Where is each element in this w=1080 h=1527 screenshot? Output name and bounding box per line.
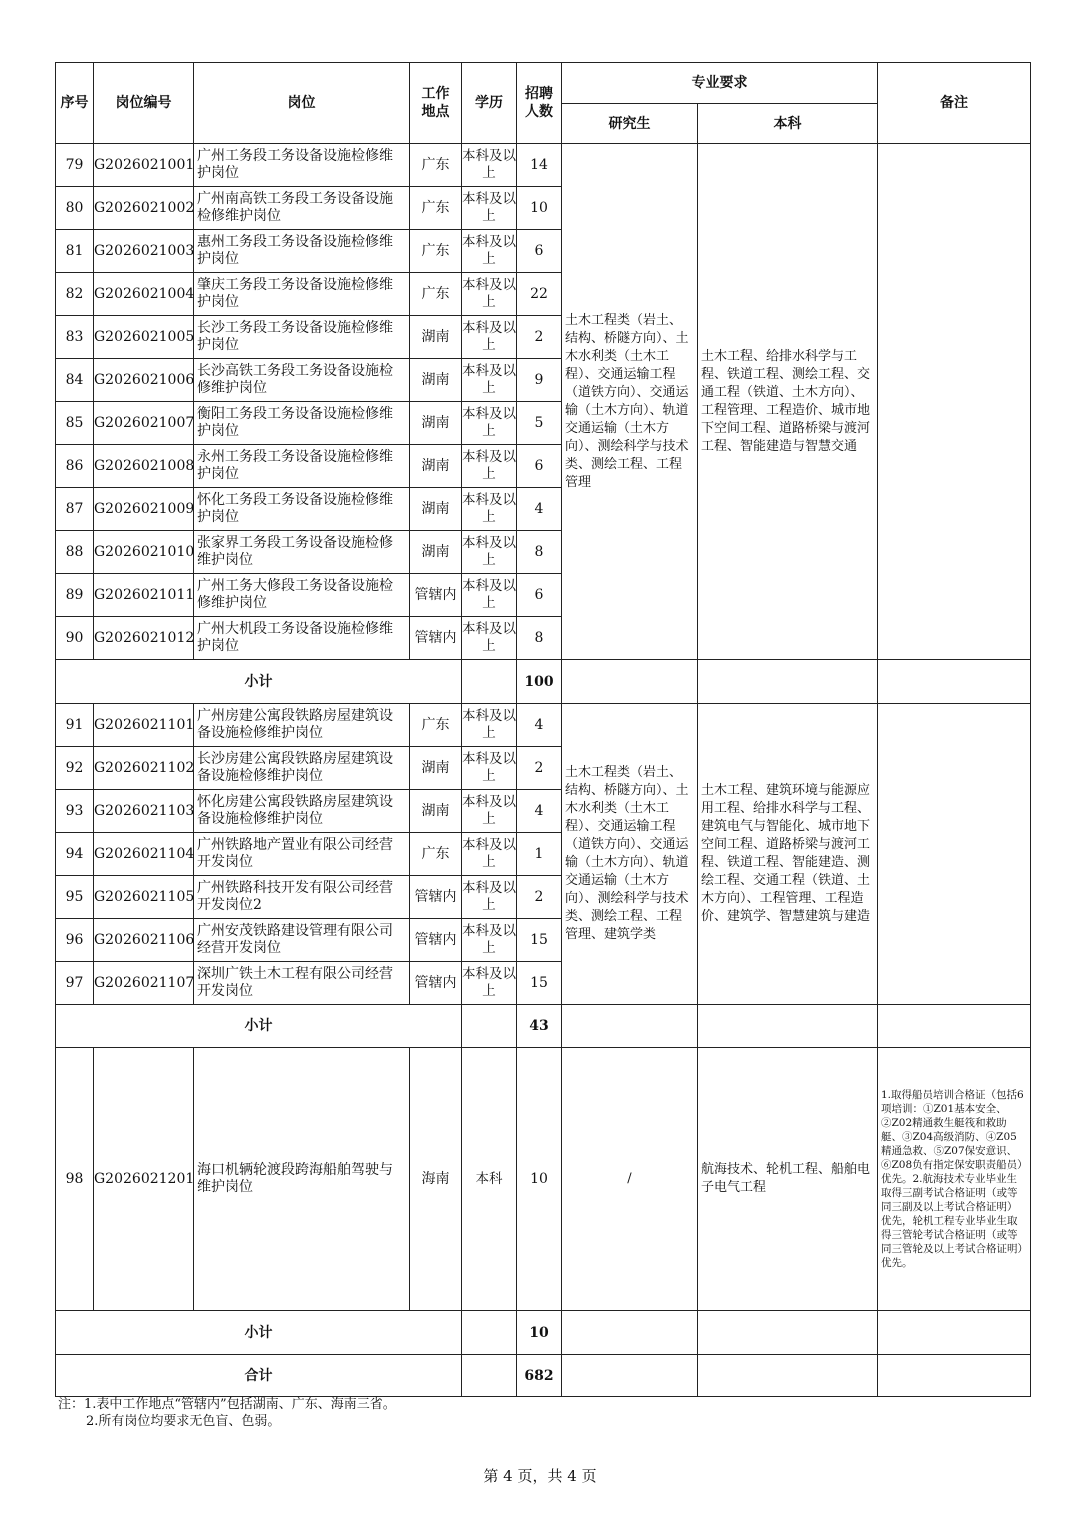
code-cell: G2026021106 (94, 919, 194, 962)
code-cell: G2026021102 (94, 747, 194, 790)
education-cell: 本科及以上 (462, 488, 517, 531)
subtotal-value: 10 (517, 1311, 562, 1355)
seq-cell: 87 (56, 488, 94, 531)
location-cell: 广东 (410, 273, 462, 316)
seq-cell: 94 (56, 833, 94, 876)
code-cell: G2026021011 (94, 574, 194, 617)
subtotal-value: 43 (517, 1005, 562, 1048)
subtotal-empty (698, 1005, 878, 1048)
position-cell: 广州工务大修段工务设备设施检修维护岗位 (194, 574, 410, 617)
remark-cell (878, 704, 1031, 1005)
code-cell: G2026021009 (94, 488, 194, 531)
education-cell: 本科及以上 (462, 230, 517, 273)
header-seq: 序号 (56, 63, 94, 144)
education-cell: 本科及以上 (462, 574, 517, 617)
position-cell: 广州南高铁工务段工务设备设施检修维护岗位 (194, 187, 410, 230)
position-cell: 深圳广铁土木工程有限公司经营开发岗位 (194, 962, 410, 1005)
subtotal-empty (562, 1311, 698, 1355)
header-location: 工作地点 (410, 63, 462, 144)
remark-cell (878, 144, 1031, 660)
education-cell: 本科及以上 (462, 445, 517, 488)
subtotal-row (56, 1311, 1031, 1355)
seq-cell: 95 (56, 876, 94, 919)
count-cell: 4 (517, 488, 562, 531)
seq-cell: 84 (56, 359, 94, 402)
position-cell: 广州房建公寓段铁路房屋建筑设备设施检修维护岗位 (194, 704, 410, 747)
subtotal-empty (698, 1311, 878, 1355)
count-cell: 2 (517, 747, 562, 790)
code-cell: G2026021104 (94, 833, 194, 876)
count-cell: 14 (517, 144, 562, 187)
code-cell: G2026021103 (94, 790, 194, 833)
count-cell: 2 (517, 316, 562, 359)
undergraduate-major-cell: 航海技术、轮机工程、船舶电子电气工程 (698, 1048, 878, 1311)
seq-cell: 91 (56, 704, 94, 747)
graduate-major-cell: 土木工程类（岩土、结构、桥隧方向）、土木水利类（土木工程）、交通运输工程（道铁方向）、交通运输（土木方向）、轨道交通运输（土木方向）、测绘科学与技术类、测绘工程、工程管理、建筑学类 (562, 704, 698, 1005)
code-cell: G2026021007 (94, 402, 194, 445)
count-cell: 5 (517, 402, 562, 445)
seq-cell: 83 (56, 316, 94, 359)
count-cell: 2 (517, 876, 562, 919)
code-cell: G2026021004 (94, 273, 194, 316)
education-cell: 本科及以上 (462, 402, 517, 445)
code-cell: G2026021012 (94, 617, 194, 660)
education-cell: 本科及以上 (462, 144, 517, 187)
table-row (56, 1048, 1031, 1311)
location-cell: 湖南 (410, 316, 462, 359)
count-cell: 6 (517, 445, 562, 488)
location-cell: 管辖内 (410, 919, 462, 962)
position-cell: 永州工务段工务设备设施检修维护岗位 (194, 445, 410, 488)
total-empty (878, 1355, 1031, 1397)
education-cell: 本科及以上 (462, 919, 517, 962)
notes (58, 1396, 396, 1430)
education-cell: 本科及以上 (462, 531, 517, 574)
count-cell: 8 (517, 617, 562, 660)
subtotal-empty (878, 660, 1031, 704)
graduate-major-cell: 土木工程类（岩土、结构、桥隧方向）、土木水利类（土木工程）、交通运输工程（道铁方向）、交通运输（土木方向）、轨道交通运输（土木方向）、测绘科学与技术类、测绘工程、工程管理 (562, 144, 698, 660)
education-cell: 本科及以上 (462, 704, 517, 747)
position-cell: 广州大机段工务设备设施检修维护岗位 (194, 617, 410, 660)
education-cell: 本科及以上 (462, 962, 517, 1005)
location-cell: 广东 (410, 833, 462, 876)
code-cell: G2026021005 (94, 316, 194, 359)
position-cell: 惠州工务段工务设备设施检修维护岗位 (194, 230, 410, 273)
total-empty (562, 1355, 698, 1397)
code-cell: G2026021006 (94, 359, 194, 402)
count-cell: 15 (517, 919, 562, 962)
location-cell: 湖南 (410, 402, 462, 445)
position-cell: 广州工务段工务设备设施检修维护岗位 (194, 144, 410, 187)
seq-cell: 86 (56, 445, 94, 488)
total-empty (462, 1355, 517, 1397)
seq-cell: 81 (56, 230, 94, 273)
total-value: 682 (517, 1355, 562, 1397)
seq-cell: 92 (56, 747, 94, 790)
location-cell: 管辖内 (410, 962, 462, 1005)
location-cell: 湖南 (410, 747, 462, 790)
table-row (56, 704, 1031, 747)
location-cell: 广东 (410, 230, 462, 273)
subtotal-row (56, 1005, 1031, 1048)
position-cell: 长沙工务段工务设备设施检修维护岗位 (194, 316, 410, 359)
header-education: 学历 (462, 63, 517, 144)
position-cell: 衡阳工务段工务设备设施检修维护岗位 (194, 402, 410, 445)
count-cell: 10 (517, 187, 562, 230)
code-cell: G2026021107 (94, 962, 194, 1005)
location-cell: 湖南 (410, 790, 462, 833)
subtotal-label: 小计 (56, 1311, 462, 1355)
location-cell: 湖南 (410, 531, 462, 574)
location-cell: 管辖内 (410, 876, 462, 919)
education-cell: 本科及以上 (462, 876, 517, 919)
position-cell: 广州铁路科技开发有限公司经营开发岗位2 (194, 876, 410, 919)
total-row (56, 1355, 1031, 1397)
location-cell: 广东 (410, 704, 462, 747)
education-cell: 本科及以上 (462, 833, 517, 876)
education-cell: 本科及以上 (462, 273, 517, 316)
code-cell: G2026021105 (94, 876, 194, 919)
header-position: 岗位 (194, 63, 410, 144)
subtotal-empty (562, 1005, 698, 1048)
code-cell: G2026021008 (94, 445, 194, 488)
location-cell: 管辖内 (410, 574, 462, 617)
position-cell: 肇庆工务段工务设备设施检修维护岗位 (194, 273, 410, 316)
code-cell: G2026021010 (94, 531, 194, 574)
education-cell: 本科及以上 (462, 316, 517, 359)
header-code: 岗位编号 (94, 63, 194, 144)
education-cell: 本科及以上 (462, 359, 517, 402)
header-undergraduate: 本科 (698, 104, 878, 144)
seq-cell: 93 (56, 790, 94, 833)
location-cell: 湖南 (410, 359, 462, 402)
position-cell: 海口机辆轮渡段跨海船舶驾驶与维护岗位 (194, 1048, 410, 1311)
location-cell: 海南 (410, 1048, 462, 1311)
subtotal-empty (462, 1005, 517, 1048)
header-count: 招聘人数 (517, 63, 562, 144)
location-cell: 广东 (410, 144, 462, 187)
position-cell: 长沙房建公寓段铁路房屋建筑设备设施检修维护岗位 (194, 747, 410, 790)
education-cell: 本科及以上 (462, 790, 517, 833)
page-footer: 第 4 页，共 4 页 (483, 1467, 597, 1485)
count-cell: 6 (517, 230, 562, 273)
education-cell: 本科及以上 (462, 187, 517, 230)
location-cell: 管辖内 (410, 617, 462, 660)
location-cell: 广东 (410, 187, 462, 230)
graduate-major-cell: / (562, 1048, 698, 1311)
seq-cell: 88 (56, 531, 94, 574)
subtotal-empty (878, 1311, 1031, 1355)
seq-cell: 85 (56, 402, 94, 445)
subtotal-label: 小计 (56, 1005, 462, 1048)
count-cell: 15 (517, 962, 562, 1005)
education-cell: 本科及以上 (462, 747, 517, 790)
seq-cell: 90 (56, 617, 94, 660)
position-cell: 怀化工务段工务设备设施检修维护岗位 (194, 488, 410, 531)
count-cell: 6 (517, 574, 562, 617)
remark-cell: 1.取得船员培训合格证（包括6项培训：①Z01基本安全、②Z02精通救生艇筏和救助艇、③Z04高级消防、④Z05精通急救、⑤Z07保安意识、⑥Z08负有指定保安职责船员）优先。2.航海技术专业毕业生取得三副考试合格证明（或等同三副及以上考试合格证明）优先，轮机工程专业毕业生取得三管轮考试合格证明（或等同三管轮及以上考试合格证明）优先。 (878, 1048, 1031, 1311)
seq-cell: 82 (56, 273, 94, 316)
seq-cell: 80 (56, 187, 94, 230)
recruitment-table (55, 62, 1031, 1397)
seq-cell: 96 (56, 919, 94, 962)
position-cell: 广州安茂铁路建设管理有限公司经营开发岗位 (194, 919, 410, 962)
total-label: 合计 (56, 1355, 462, 1397)
total-empty (698, 1355, 878, 1397)
education-cell: 本科 (462, 1048, 517, 1311)
position-cell: 长沙高铁工务段工务设备设施检修维护岗位 (194, 359, 410, 402)
subtotal-row (56, 660, 1031, 704)
subtotal-empty (462, 660, 517, 704)
code-cell: G2026021001 (94, 144, 194, 187)
location-cell: 湖南 (410, 488, 462, 531)
count-cell: 1 (517, 833, 562, 876)
subtotal-label: 小计 (56, 660, 462, 704)
subtotal-empty (878, 1005, 1031, 1048)
count-cell: 8 (517, 531, 562, 574)
undergraduate-major-cell: 土木工程、给排水科学与工程、铁道工程、测绘工程、交通工程（铁道、土木方向）、工程管理、工程造价、城市地下空间工程、道路桥梁与渡河工程、智能建造与智慧交通 (698, 144, 878, 660)
position-cell: 广州铁路地产置业有限公司经营开发岗位 (194, 833, 410, 876)
position-cell: 张家界工务段工务设备设施检修维护岗位 (194, 531, 410, 574)
code-cell: G2026021003 (94, 230, 194, 273)
seq-cell: 79 (56, 144, 94, 187)
header-remark: 备注 (878, 63, 1031, 144)
code-cell: G2026021002 (94, 187, 194, 230)
note-line: 注：1.表中工作地点“管辖内”包括湖南、广东、海南三省。 (58, 1397, 396, 1412)
seq-cell: 97 (56, 962, 94, 1005)
subtotal-empty (698, 660, 878, 704)
education-cell: 本科及以上 (462, 617, 517, 660)
count-cell: 9 (517, 359, 562, 402)
undergraduate-major-cell: 土木工程、建筑环境与能源应用工程、给排水科学与工程、建筑电气与智能化、城市地下空间工程、道路桥梁与渡河工程、铁道工程、智能建造、测绘工程、交通工程（铁道、土木方向）、工程管理、工程造价、建筑学、智慧建筑与建造 (698, 704, 878, 1005)
header-major: 专业要求 (562, 63, 878, 104)
count-cell: 22 (517, 273, 562, 316)
table-row (56, 144, 1031, 187)
subtotal-value: 100 (517, 660, 562, 704)
code-cell: G2026021101 (94, 704, 194, 747)
position-cell: 怀化房建公寓段铁路房屋建筑设备设施检修维护岗位 (194, 790, 410, 833)
location-cell: 湖南 (410, 445, 462, 488)
subtotal-empty (462, 1311, 517, 1355)
subtotal-empty (562, 660, 698, 704)
count-cell: 4 (517, 790, 562, 833)
code-cell: G2026021201 (94, 1048, 194, 1311)
note-line: 2.所有岗位均要求无色盲、色弱。 (86, 1414, 281, 1429)
seq-cell: 98 (56, 1048, 94, 1311)
count-cell: 4 (517, 704, 562, 747)
header-graduate: 研究生 (562, 104, 698, 144)
seq-cell: 89 (56, 574, 94, 617)
count-cell: 10 (517, 1048, 562, 1311)
